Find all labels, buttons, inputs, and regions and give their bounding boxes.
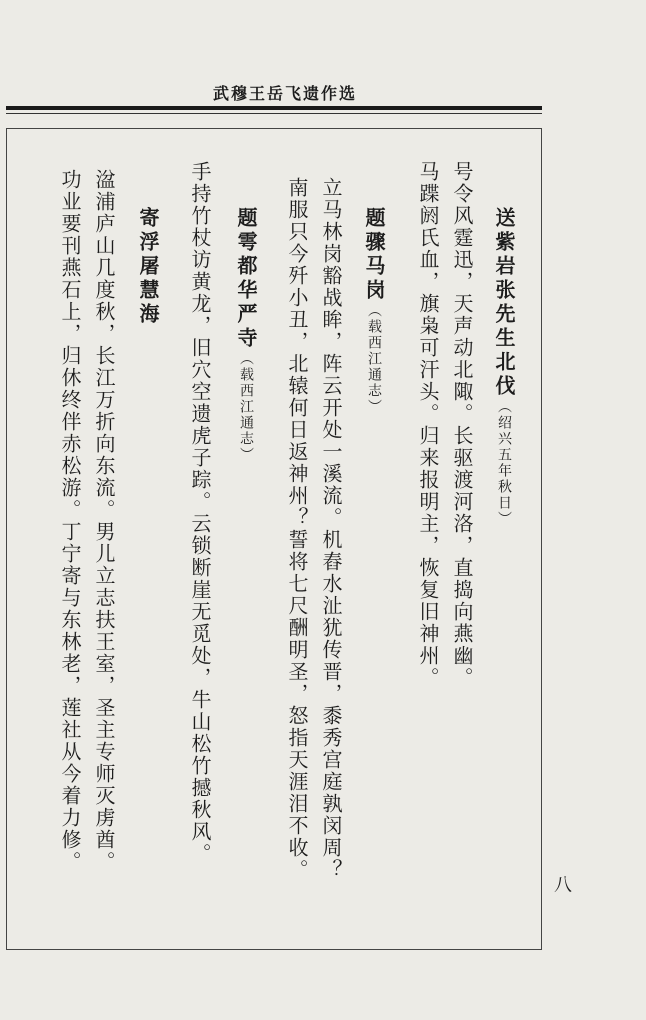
- text-frame: [6, 128, 542, 950]
- page-number: 八: [554, 875, 572, 896]
- poem-3-title: 题雩都华严寺: [234, 207, 258, 351]
- poem-2-title: 题骤马岗: [362, 207, 386, 303]
- poem-3-note: （载西江通志）: [238, 351, 254, 463]
- poem-2-line-2: 南服只今歼小丑，北辕何日返神州？誓将七尺酬明圣，怒指天涯泪不收。: [285, 177, 309, 881]
- poem-1-note: （绍兴五年秋日）: [496, 399, 512, 527]
- poem-2-title-column: [357, 207, 391, 415]
- poem-1-line-2: 马蹀阏氏血，旗枭可汗头。归来报明主，恢复旧神州。: [416, 161, 440, 689]
- page-header-title: 武穆王岳飞遗作选: [212, 83, 357, 103]
- poem-1-title-column: [487, 207, 521, 527]
- poem-4-line-2: 功业要刊燕石上，归休终伴赤松游。丁宁寄与东林老，莲社从今着力修。: [58, 169, 82, 873]
- poem-3-line-1: 手持竹杖访黄龙，旧穴空遗虎子踪。云锁断崖无觅处，牛山松竹撼秋风。: [188, 161, 212, 865]
- poem-1-line-1: 号令风霆迅，天声动北陬。长驱渡河洛，直捣向燕幽。: [450, 161, 474, 689]
- poem-2-line-1: 立马林岗豁战眸，阵云开处一溪流。机舂水沚犹传晋，黍秀宫庭孰闵周？: [319, 177, 343, 881]
- poem-1-title: 送紫岩张先生北伐: [492, 207, 516, 399]
- poem-4-title-column: [131, 207, 165, 327]
- poem-2-note: （载西江通志）: [366, 303, 382, 415]
- poem-4-title: 寄浮屠慧海: [136, 207, 160, 327]
- poem-4-line-1: 湓浦庐山几度秋，长江万折向东流。男儿立志扶王室，圣主专师灭虏酋。: [92, 169, 116, 873]
- header-rule-thin: [6, 113, 542, 114]
- header-rule-thick: [6, 106, 542, 110]
- poem-3-title-column: [229, 207, 263, 463]
